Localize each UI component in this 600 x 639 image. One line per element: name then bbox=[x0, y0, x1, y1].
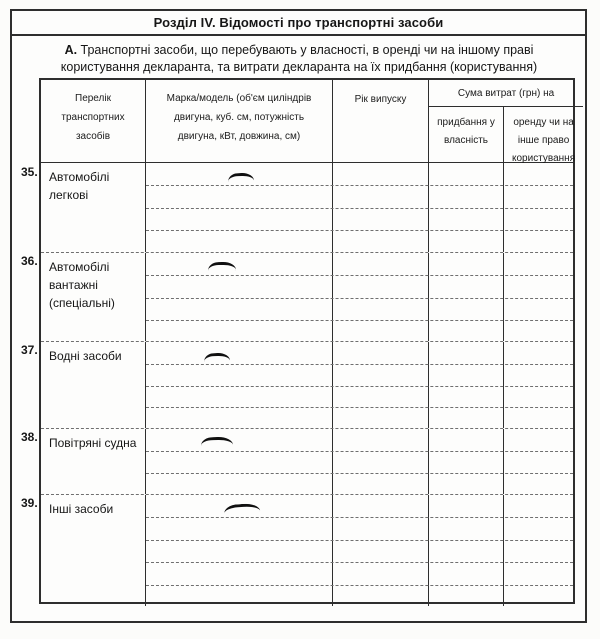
section-title-bar bbox=[12, 11, 585, 36]
row-number: 39. bbox=[21, 496, 38, 510]
year-cell bbox=[333, 429, 429, 494]
header-costs-group bbox=[429, 80, 583, 168]
year-cell bbox=[333, 342, 429, 428]
header-year: Рік випуску bbox=[333, 80, 429, 168]
header-costs-ownership: придбання у власність bbox=[429, 107, 504, 168]
subsection-a-intro bbox=[30, 42, 568, 82]
make-model-cell bbox=[146, 253, 333, 341]
vehicle-category-label: Водні засоби bbox=[41, 342, 146, 428]
table-body bbox=[41, 163, 573, 606]
cost-rent-cell bbox=[504, 429, 573, 494]
make-model-cell bbox=[146, 342, 333, 428]
handwritten-dash-mark bbox=[224, 503, 261, 514]
handwritten-dash-mark bbox=[228, 173, 254, 183]
document-page bbox=[10, 9, 587, 623]
table-row bbox=[41, 252, 573, 341]
year-cell bbox=[333, 253, 429, 341]
table-row bbox=[41, 494, 573, 606]
cost-ownership-cell bbox=[429, 342, 504, 428]
table-header-row bbox=[41, 80, 576, 164]
row-number: 37. bbox=[21, 343, 38, 357]
cost-rent-cell bbox=[504, 253, 573, 341]
make-model-cell bbox=[146, 495, 333, 606]
cost-rent-cell bbox=[504, 342, 573, 428]
cost-ownership-cell bbox=[429, 495, 504, 606]
make-model-cell bbox=[146, 429, 333, 494]
vehicle-category-label: Автомобілі легкові bbox=[41, 163, 146, 252]
cost-rent-cell bbox=[504, 163, 573, 252]
header-make-model: Марка/модель (об'єм циліндрів двигуна, куб. см, потужність двигуна, кВт, довжина, см) bbox=[146, 80, 333, 168]
handwritten-dash-mark bbox=[204, 353, 230, 363]
row-number: 36. bbox=[21, 254, 38, 268]
table-row bbox=[41, 428, 573, 494]
header-costs: Сума витрат (грн) на bbox=[429, 80, 583, 107]
table-row bbox=[41, 163, 573, 252]
table-row bbox=[41, 341, 573, 428]
handwritten-dash-mark bbox=[201, 437, 233, 447]
year-cell bbox=[333, 495, 429, 606]
header-costs-rent: оренду чи на інше право користування bbox=[512, 117, 576, 164]
vehicle-category-label: Повітряні судна bbox=[41, 429, 146, 494]
subsection-a-label: А. bbox=[64, 43, 78, 57]
handwritten-dash-mark bbox=[208, 262, 236, 271]
header-vehicle-list: Перелік транспортних засобів bbox=[41, 80, 146, 168]
vehicle-category-label: Інші засоби bbox=[41, 495, 146, 606]
row-number: 38. bbox=[21, 430, 38, 444]
vehicles-table bbox=[39, 78, 575, 604]
cost-ownership-cell bbox=[429, 429, 504, 494]
page-title: Розділ IV. Відомості про транспортні засоби bbox=[153, 15, 444, 30]
year-cell bbox=[333, 163, 429, 252]
row-number: 35. bbox=[21, 165, 38, 179]
cost-ownership-cell bbox=[429, 163, 504, 252]
subsection-a-text: Транспортні засоби, що перебувають у власності, в оренді чи на іншому праві користування декларанта, та витрати декларанта на їх придбання (користування) bbox=[60, 43, 538, 74]
cost-rent-cell bbox=[504, 495, 573, 606]
make-model-cell bbox=[146, 163, 333, 252]
vehicle-category-label: Автомобілі вантажні (спеціальні) bbox=[41, 253, 146, 341]
cost-ownership-cell bbox=[429, 253, 504, 341]
